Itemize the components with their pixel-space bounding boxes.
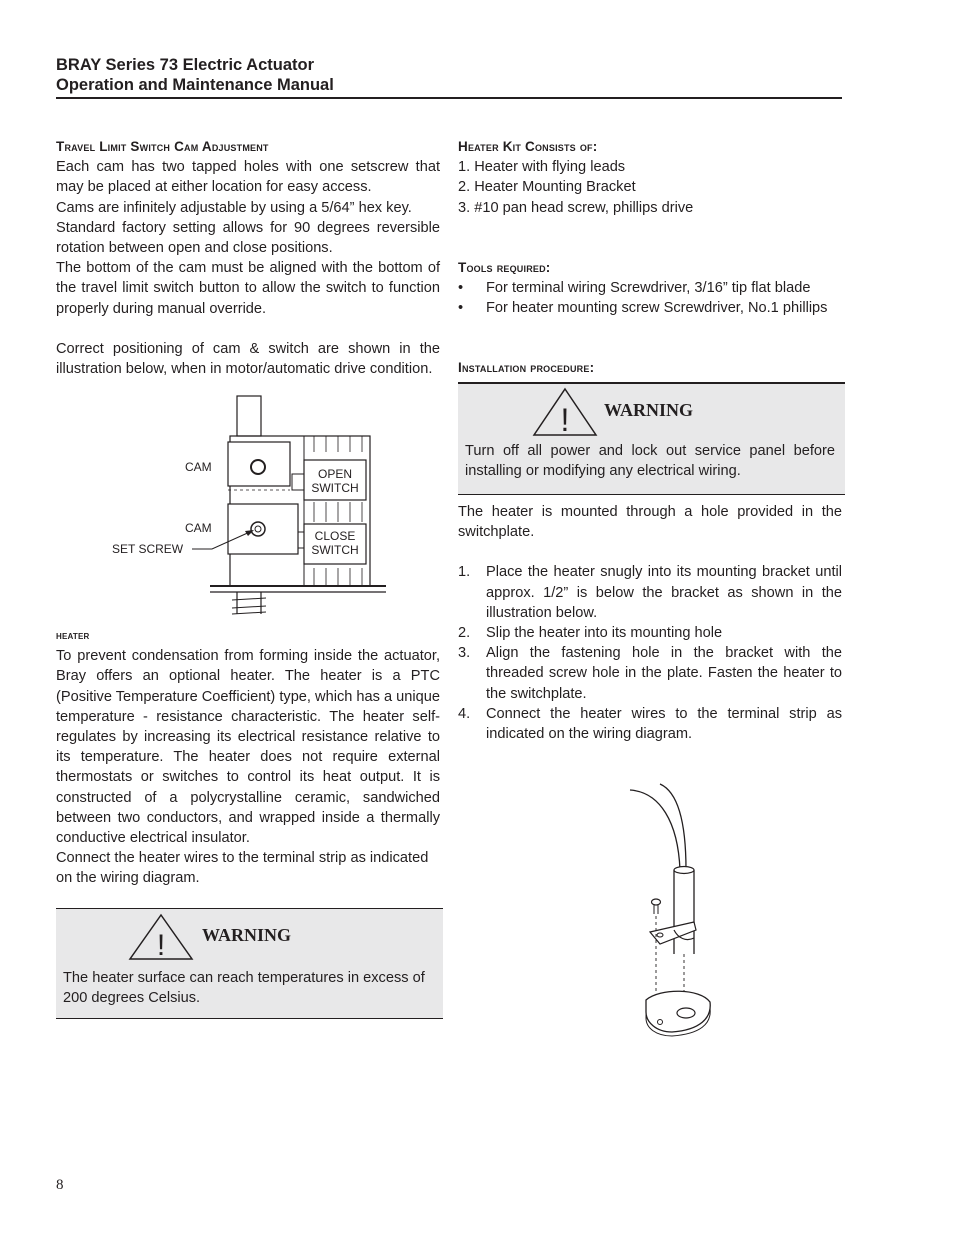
page-header — [56, 55, 842, 99]
install-heading: Installation procedure: — [458, 360, 595, 376]
cam-label: CAM — [185, 521, 212, 535]
install-step: 2. Slip the heater into its mounting hole — [458, 625, 723, 642]
kit-item: 2. Heater Mounting Bracket — [458, 179, 636, 196]
header-title-line1: BRAY Series 73 Electric Actuator — [56, 56, 315, 74]
cam-label: CAM — [185, 460, 212, 474]
tools-item: • For terminal wiring Screwdriver, 3/16” tip flat blade — [458, 280, 811, 297]
warning-triangle-icon — [532, 387, 598, 437]
cam-paragraph: Each cam has two tapped holes with one setscrew that may be placed at either location for easy access. — [56, 159, 440, 196]
cam-switch-diagram — [104, 392, 444, 627]
warning-triangle-icon — [128, 913, 194, 961]
close-switch-label: CLOSE — [314, 529, 356, 543]
kit-heading: Heater Kit Consists of: — [458, 139, 598, 154]
cam-paragraph: Cams are infinitely adjustable by using a 5/64” hex key. — [56, 199, 412, 216]
heater-mounting-illustration — [620, 782, 730, 1043]
open-switch-label: OPEN — [317, 467, 353, 481]
page-number: 8 — [56, 1177, 64, 1193]
cam-paragraph: The bottom of the cam must be aligned with the bottom of the travel limit switch button to allow the switch to function properly during manual override. — [56, 260, 440, 317]
install-step: 1. Place the heater snugly into its mounting bracket until approx. 1/2” is below the bracket as shown in the illustration below. — [458, 564, 842, 621]
heater-paragraph: Connect the heater wires to the terminal strip as indicated on the wiring diagram. — [56, 850, 429, 887]
install-step: 4. Connect the heater wires to the terminal strip as indicated on the wiring diagram. — [458, 705, 842, 743]
close-switch-label: SWITCH — [311, 543, 359, 557]
left-column — [56, 137, 440, 379]
heater-paragraph: To prevent condensation from forming inside the actuator, Bray offers an optional heater. The heater is a PTC (Positive Temperature Coefficient) type, which has a unique temperature - resistance characteristic. The heater self-regulates by increasing its electrical resistance relative to its temperature. The heater does not require external thermostats or switches to control its heat output. It is constructed of a polycrystalline ceramic, sandwiched between two conductors, and wrapped inside a thermally conductive electrical insulator. — [56, 648, 440, 847]
tools-item: • For heater mounting screw Screwdriver, No.1 phillips — [458, 300, 828, 317]
svg-text:!: ! — [156, 929, 166, 961]
warning-title: WARNING — [604, 400, 694, 420]
cam-paragraph: Correct positioning of cam & switch are shown in the illustration below, when in motor/automatic drive condition. — [56, 340, 440, 378]
install-step: 3. Align the fastening hole in the bracket with the threaded screw hole in the plate. Fasten the heater to the switchplate. — [458, 645, 842, 702]
cam-paragraph: Standard factory setting allows for 90 degrees reversible rotation between open and close positions. — [56, 219, 440, 257]
svg-text:!: ! — [560, 402, 570, 437]
right-column — [458, 137, 842, 379]
install-procedure — [458, 502, 842, 744]
heater-warning-box — [56, 908, 443, 1019]
open-switch-label: SWITCH — [311, 481, 359, 495]
warning-text: The heater surface can reach temperatures in excess of 200 degrees Celsius. — [63, 970, 425, 1007]
wiring-warning-box — [458, 382, 845, 495]
tools-heading: Tools required: — [458, 259, 551, 275]
mount-paragraph: The heater is mounted through a hole provided in the switchplate. — [458, 504, 842, 541]
kit-item: 3. #10 pan head screw, phillips drive — [458, 199, 694, 216]
set-screw-label: SET SCREW — [112, 542, 184, 556]
heater-section — [56, 626, 440, 889]
warning-text: Turn off all power and lock out service panel before installing or modifying any electrical wiring. — [465, 443, 835, 480]
warning-title: WARNING — [202, 925, 292, 945]
header-title-line2: Operation and Maintenance Manual — [56, 76, 334, 94]
cam-adjustment-heading: Travel Limit Switch Cam Adjustment — [56, 139, 269, 154]
heater-heading: heater — [56, 630, 90, 642]
kit-item: 1. Heater with flying leads — [458, 159, 626, 176]
